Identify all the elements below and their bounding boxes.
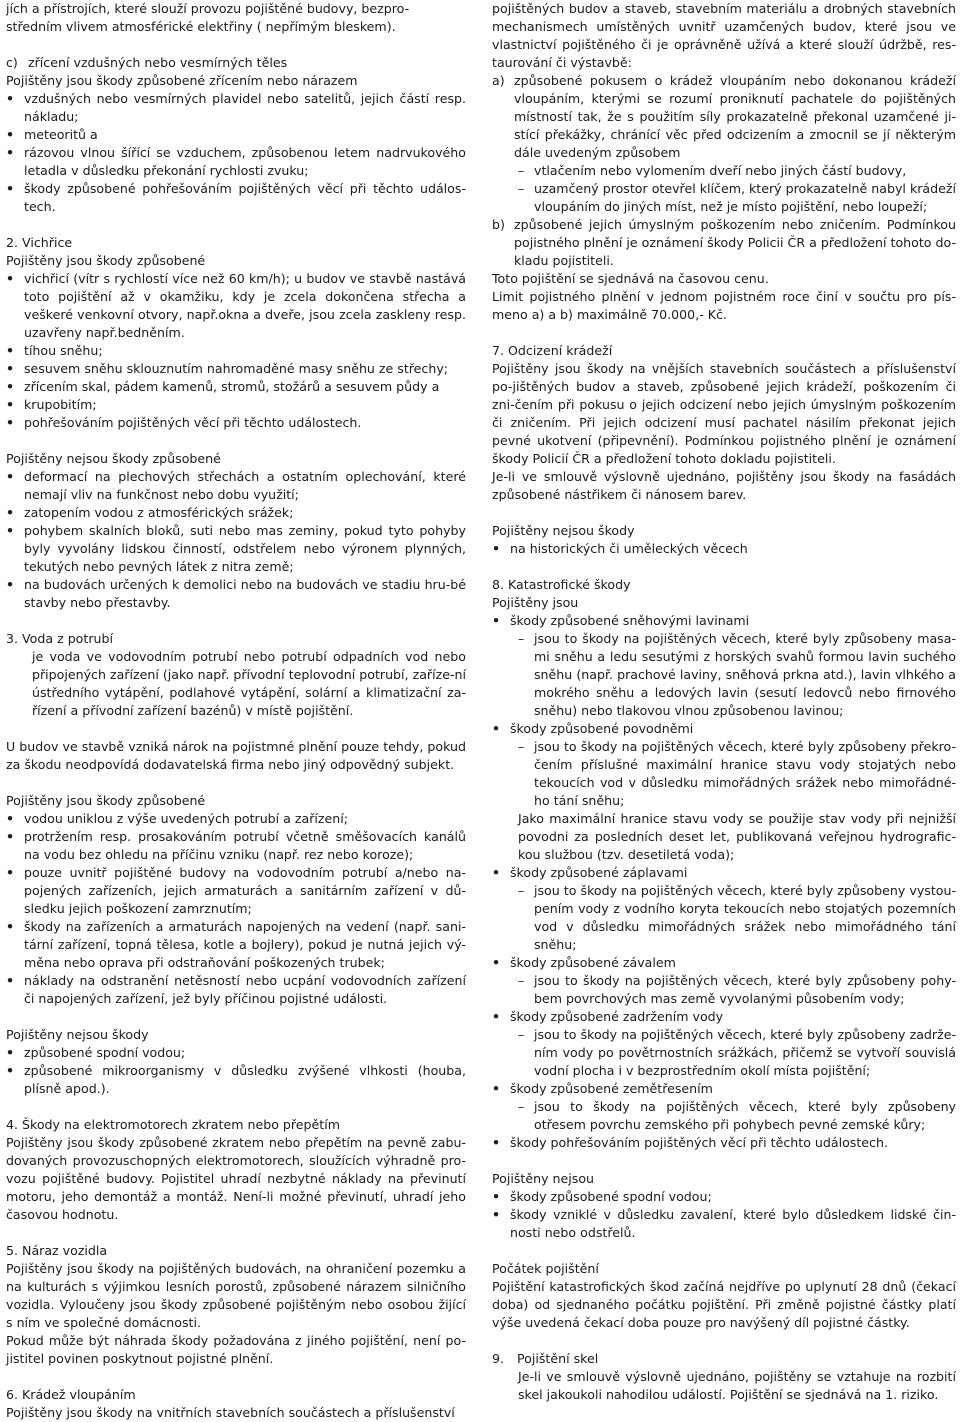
list-item: • škody způsobené záplavami: [492, 864, 956, 882]
section-6-heading: 6. Krádež vloupáním: [6, 1387, 136, 1402]
continued-line-2: středním vlivem atmosférické elektřiny ( nepřímým bleskem).: [6, 19, 396, 34]
list-item: • škody způsobené zadržením vody: [492, 1008, 956, 1026]
limit-note: Limit pojistného plnění v jednom pojistném roce činí v součtu pro pís-meno a) a b) maximálně 70.000,- Kč.: [492, 289, 956, 322]
dash-item: – vtlačením nebo vylomením dveří nebo jiných částí budovy,: [492, 162, 956, 180]
list-item: • zřícením skal, pádem kamenů, stromů, stožárů a sesuvem půdy a: [6, 378, 466, 396]
section-8-heading: 8. Katastrofické škody: [492, 577, 631, 592]
list-item: • pohřešováním pojištěných věcí při těchto událostech.: [6, 414, 466, 432]
section-2-heading: 2. Vichřice: [6, 235, 73, 250]
list-item: • škody způsobené povodněmi: [492, 720, 956, 738]
list-item: • náklady na odstranění netěsností nebo ucpání vodovodních zařízení či napojených zařízení, jež byly příčinou pojistné události.: [6, 972, 466, 1008]
section-3-heading: 3. Voda z potrubí: [6, 631, 113, 646]
section-8-intro: Pojištěny jsou: [492, 595, 579, 610]
section-6-text: Pojištěny jsou škody na vnitřních stavebních součástech a příslušenství: [6, 1405, 455, 1420]
dash-item: – jsou to škody na pojištěných věcech, které byly způsobeny pohy-bem povrchových mas země vyvolanými působením vody;: [492, 972, 956, 1008]
section-7-text-2: Je-li ve smlouvě výslovně ujednáno, pojištěny jsou škody na fasádách způsobené nástřikem či nánosem barev.: [492, 469, 956, 502]
list-item: • tíhou sněhu;: [6, 342, 466, 360]
list-item: • na historických či uměleckých věcech: [492, 540, 956, 558]
list-item: • meteoritů a: [6, 126, 466, 144]
list-item: • protržením resp. prosakováním potrubí včetně směšovacích kanálů na vodu bez ohledu na příčinu vzniku (např. rez nebo koroze);: [6, 828, 466, 864]
item-a: a) způsobené pokusem o krádež vloupáním nebo dokonanou krádeží vloupáním, kterými se rozumí proniknutí pachatele do pojištěných místností tak, že s použitím síly prokazatelně překonal uzamčené ji-stící překážky, chránící věc před odcizením a zmocnil se jí některým dále uvedeným způsobem: [492, 73, 956, 160]
list-item: • pouze uvnitř pojištěné budovy na vodovodním potrubí a/nebo na-pojených zařízeních, jejich armaturách a sanitárním zařízení v dů-sledku jejich poškození zamrznutím;: [6, 864, 466, 918]
list-item: • rázovou vlnou šířící se vzduchem, způsobenou letem nadrvukového letadla v důsledku překonání rychlosti zvuku;: [6, 144, 466, 180]
list-item: • způsobené spodní vodou;: [6, 1044, 466, 1062]
dash-item: – jsou to škody na pojištěných věcech, které byly způsobeny vystou-pením vody z vodního koryta tekoucích nebo stojatých pozemních vod v důsledku mimořádných srážek nebo mimořádného tání sněhu;: [492, 882, 956, 954]
list-item: • vzdušných nebo vesmírných plavidel nebo satelitů, jejich částí resp. nákladu;: [6, 90, 466, 126]
section-3-paragraph: U budov ve stavbě vzniká nárok na pojistmné plnění pouze tehdy, pokud za škodu neodpovídá dodavatelská firma nebo jiný odpovědný subjekt.: [6, 739, 466, 772]
list-item: • vodou uniklou z výše uvedených potrubí a zařízení;: [6, 810, 466, 828]
list-item: • škody způsobené zemětřesením: [492, 1080, 956, 1098]
section-9-text: Je-li ve smlouvě výslovně ujednáno, pojištěny se vztahuje na rozbití skel jakoukoli nahodilou událostí. Pojištění se sjednává na 1. riziko.: [518, 1369, 956, 1402]
section-2-exclusions-intro: Pojištěny nejsou škody způsobené: [6, 451, 221, 466]
right-column: [492, 0, 956, 1404]
list-item: • deformací na plechových střechách a ostatním oplechování, které nemají vliv na funkčnost nebo dobu využití;: [6, 468, 466, 504]
list-item: • škody způsobené sněhovými lavinami: [492, 612, 956, 630]
list-item: • škody způsobené pohřešováním pojištěných věcí při těchto událos-tech.: [6, 180, 466, 216]
list-item: • škody pohřešováním pojištěných věcí při těchto událostech.: [492, 1134, 956, 1152]
list-item: • škody způsobené spodní vodou;: [492, 1188, 956, 1206]
list-item: • škody vzniklé v důsledku zavalení, které bylo důsledkem lidské čin-nosti nebo odstřelů.: [492, 1206, 956, 1242]
list-item: • škody způsobené závalem: [492, 954, 956, 972]
section-6-continued: pojištěných budov a staveb, stavebním materiálu a drobných stavebních mechanismech umístěných uvnitř uzamčených budov, které jsou ve vlastnictví pojištěného či je oprávněně užívá a které slouží údržbě, res-taurování či výstavbě:: [492, 1, 956, 70]
section-3-exclusions-intro: Pojištěny nejsou škody: [6, 1027, 149, 1042]
dash-item: – uzamčený prostor otevřel klíčem, který prokazatelně nabyl krádeží vloupáním do jiných míst, než je místo pojištění, nebo loupeží;: [492, 180, 956, 216]
time-value-note: Toto pojištění se sjednává na časovou cenu.: [492, 271, 769, 286]
section-7-heading: 7. Odcizení krádeží: [492, 343, 613, 358]
subsection-c-title: c) zřícení vzdušných nebo vesmírných těles: [6, 55, 288, 70]
section-3-inclusions-intro: Pojištěny jsou škody způsobené: [6, 793, 206, 808]
section-7-text: Pojištěny jsou škody na vnějších stavebních součástech a příslušenství po-jištěných budov a staveb, způsobené jejich krádeží, poškozením či zni-čením při pokusu o jejich odcizení nebo jejich úmyslným poškozením či zničením. Při jejich odcizení musí pachatel násilím překonat jejich pevné ukotvení (připevnění). Podmínkou pojistného plnění je oznámení škody Policií ČR a předložení tohoto dokladu pojistiteli.: [492, 361, 956, 466]
dash-item: – jsou to škody na pojištěných věcech, které byly způsobeny zadrže-ním vody po povětrnostních srážkách, přičemž se vytvoří souvislá vodní plocha i v bezprostředním okolí místa pojištění;: [492, 1026, 956, 1080]
insurance-start-text: Pojištění katastrofických škod začíná nejdříve po uplynutí 28 dnů (čekací doba) od sjednaného počátku pojištění. Při změně pojistné částky platí výše uvedená čekací doba pouze pro navýšený díl pojistné částky.: [492, 1279, 956, 1330]
list-item: • způsobené mikroorganismy v důsledku zvýšené vlhkosti (houba, plísně apod.).: [6, 1062, 466, 1098]
list-item: • škody na zařízeních a armaturách napojených na vedení (např. sani-tární zařízení, topná tělesa, kotle a bojlery), pokud je nutná jejich vý-měna nebo oprava při odstraňování poškozených trubek;: [6, 918, 466, 972]
list-item: • pohybem skalních bloků, suti nebo mas zeminy, pokud tyto pohyby byly vyvolány lidskou činností, odstřelem nebo výronem plynných, tekutých nebo pevných látek z nitra země;: [6, 522, 466, 576]
dash-item: – jsou to škody na pojištěných věcech, které byly způsobeny otřesem povrchu zemského při pohybech pevné zemské kůry;: [492, 1098, 956, 1134]
list-item: • krupobitím;: [6, 396, 466, 414]
section-5-text-2: Pokud může být náhrada škody požadována z jiného pojištění, není po-jistitel povinen poskytnout pojistné plnění.: [6, 1333, 466, 1366]
section-5-heading: 5. Náraz vozidla: [6, 1243, 108, 1258]
section-5-text: Pojištěny jsou škody na pojištěných budovách, na ohraničení pozemku a na kulturách s výjimkou lesních porostů, způsobené nárazem silničního vozidla. Vyloučeny jsou škody způsobené pojištěným nebo osobou žijící s ním ve společné domácnosti.: [6, 1261, 466, 1330]
section-7-exclusions-intro: Pojištěny nejsou škody: [492, 523, 635, 538]
section-4-text: Pojištěny jsou škody způsobené zkratem nebo přepětím na pevně zabu-dovaných provozuschopných elektromotorech, sloužících výhradně pro-vozu pojištěné budovy. Pojistitel uhradí nezbytné náklady na převinutí motoru, jeho demontáž a montáž. Není-li možné převinutí, uhradí jeho časovou hodnotu.: [6, 1135, 466, 1222]
list-item: • sesuvem sněhu sklouznutím nahromaděné masy sněhu ze střechy;: [6, 360, 466, 378]
section-8-exclusions-intro: Pojištěny nejsou: [492, 1171, 595, 1186]
flood-note: Jako maximální hranice stavu vody se použije stav vody při nejnižší povodni za posledních deset let, publikovaná veřejnou hydrografic-kou službou (tzv. desetiletá voda);: [518, 811, 956, 862]
item-b: b) způsobené jejich úmyslným poškozením nebo zničením. Podmínkou pojistného plnění je oznámení škody Policii ČR a předložení tohoto do-kladu pojistiteli.: [492, 217, 956, 268]
dash-item: – jsou to škody na pojištěných věcech, které byly způsobeny masa-mi sněhu a ledu sesutými z horských svahů formou lavin suchého sněhu (např. prachové laviny, sněhová prkna atd.), lavin vlhkého a mokrého sněhu a ledových lavin (sesutí ledovců nebo firnového sněhu) nebo tlakovou vlnou způsobenou lavinou;: [492, 630, 956, 720]
list-item: • na budovách určených k demolici nebo na budovách ve stadiu hru-bé stavby nebo přestavby.: [6, 576, 466, 612]
continued-line-1: jích a přístrojích, které slouží provozu pojištěné budovy, bezpro-: [6, 1, 410, 16]
list-item: • vichřicí (vítr s rychlostí více než 60 km/h); u budov ve stavbě nastává toto pojištění až v okamžiku, kdy je zcela dokončena střecha a veškeré venkovní otvory, např.okna a dveře, jsou zcela zaskleny resp. uzavřeny např.bedněním.: [6, 270, 466, 342]
insurance-start-heading: Počátek pojištění: [492, 1261, 599, 1276]
dash-item: – jsou to škody na pojištěných věcech, které byly způsobeny překro-čením příslušné maximální hranice stavu vody stojatých nebo tekoucích vod v důsledku mimořádných srážek nebo mimořádné-ho tání sněhu;: [492, 738, 956, 810]
section-2-intro: Pojištěny jsou škody způsobené: [6, 253, 206, 268]
section-4-heading: 4. Škody na elektromotorech zkratem nebo přepětím: [6, 1117, 340, 1132]
left-column: [6, 0, 466, 1422]
section-9-heading: 9. Pojištění skel: [492, 1351, 599, 1366]
section-3-definition: je voda ve vodovodním potrubí nebo potrubí odpadních vod nebo připojených zařízení (jako např. přívodní teplovodní potrubí, zaříze-ní ústředního vytápění, podlahové vytápění, solární a klimatizační za-řízení a přívodní zařízení bazénů) v místě pojištění.: [32, 649, 466, 718]
list-item: • zatopením vodou z atmosférických srážek;: [6, 504, 466, 522]
subsection-c-intro: Pojištěny jsou škody způsobené zřícením nebo nárazem: [6, 73, 358, 88]
